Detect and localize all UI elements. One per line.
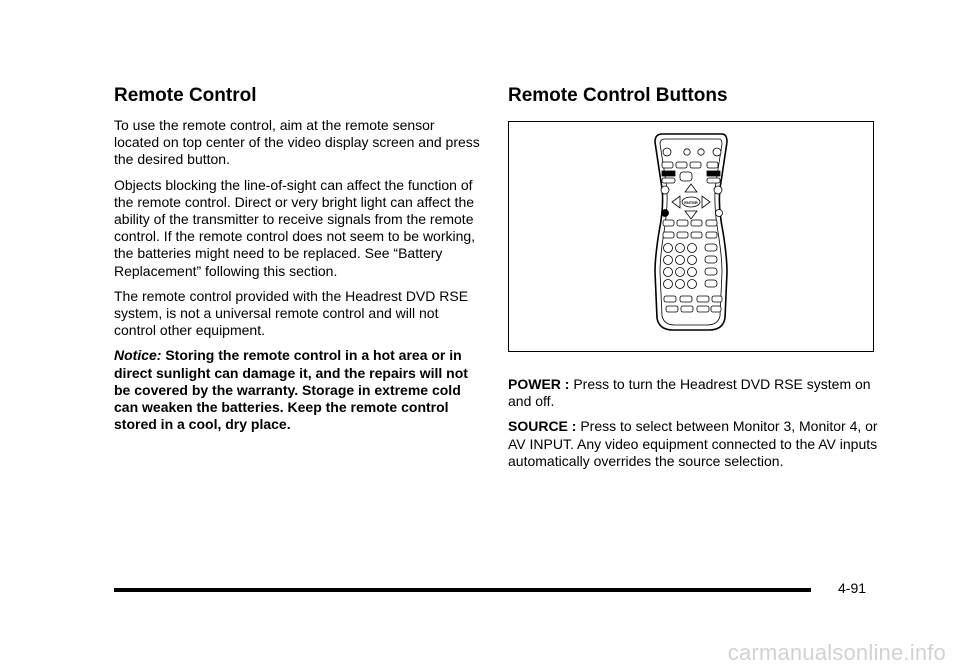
- notice-text: Storing the remote control in a hot area or in direct sunlight can damage it, and the repairs will not be covered by the warranty. Storage in extreme cold can weaken the batteries. Keep the remote control stored in a cool, dry place.: [114, 347, 468, 433]
- remote-figure: [508, 121, 874, 352]
- power-description: [508, 376, 888, 410]
- section-heading-remote-control: Remote Control: [114, 85, 257, 106]
- right-column: [508, 84, 888, 478]
- source-text: Press to select between Monitor 3, Monitor 4, or AV INPUT. Any video equipment connected to the AV inputs automatically overrides the source selection.: [508, 418, 878, 469]
- page-number: 4-91: [838, 580, 867, 596]
- power-text: Press to turn the Headrest DVD RSE system on and off.: [508, 376, 871, 410]
- remote-control-illustration: [509, 122, 875, 353]
- power-label: POWER :: [508, 376, 570, 392]
- notice-paragraph: [114, 347, 480, 433]
- paragraph-not-universal: The remote control provided with the Headrest DVD RSE system, is not a universal remote control and will not control other equipment.: [114, 287, 469, 339]
- left-column: [114, 84, 480, 441]
- source-label: SOURCE :: [508, 418, 577, 435]
- source-description: [508, 418, 888, 470]
- enter-label: ENTER: [684, 200, 698, 205]
- section-heading-remote-buttons: Remote Control Buttons: [508, 85, 728, 106]
- footer-rule: [114, 588, 811, 592]
- notice-label: Notice:: [114, 347, 162, 364]
- paragraph-line-of-sight: Objects blocking the line-of-sight can affect the function of the remote control. Direct or very bright light can affect the ability of the transmitter to receive signals from the remote control. If the remote control does not seem to be working, the batteries might need to be replaced. See “Battery Replacement” following this section.: [114, 176, 476, 279]
- watermark: carmanualsonline.info: [727, 640, 946, 665]
- paragraph-aim: To use the remote control, aim at the remote sensor located on top center of the video display screen and press the desired button.: [114, 117, 480, 168]
